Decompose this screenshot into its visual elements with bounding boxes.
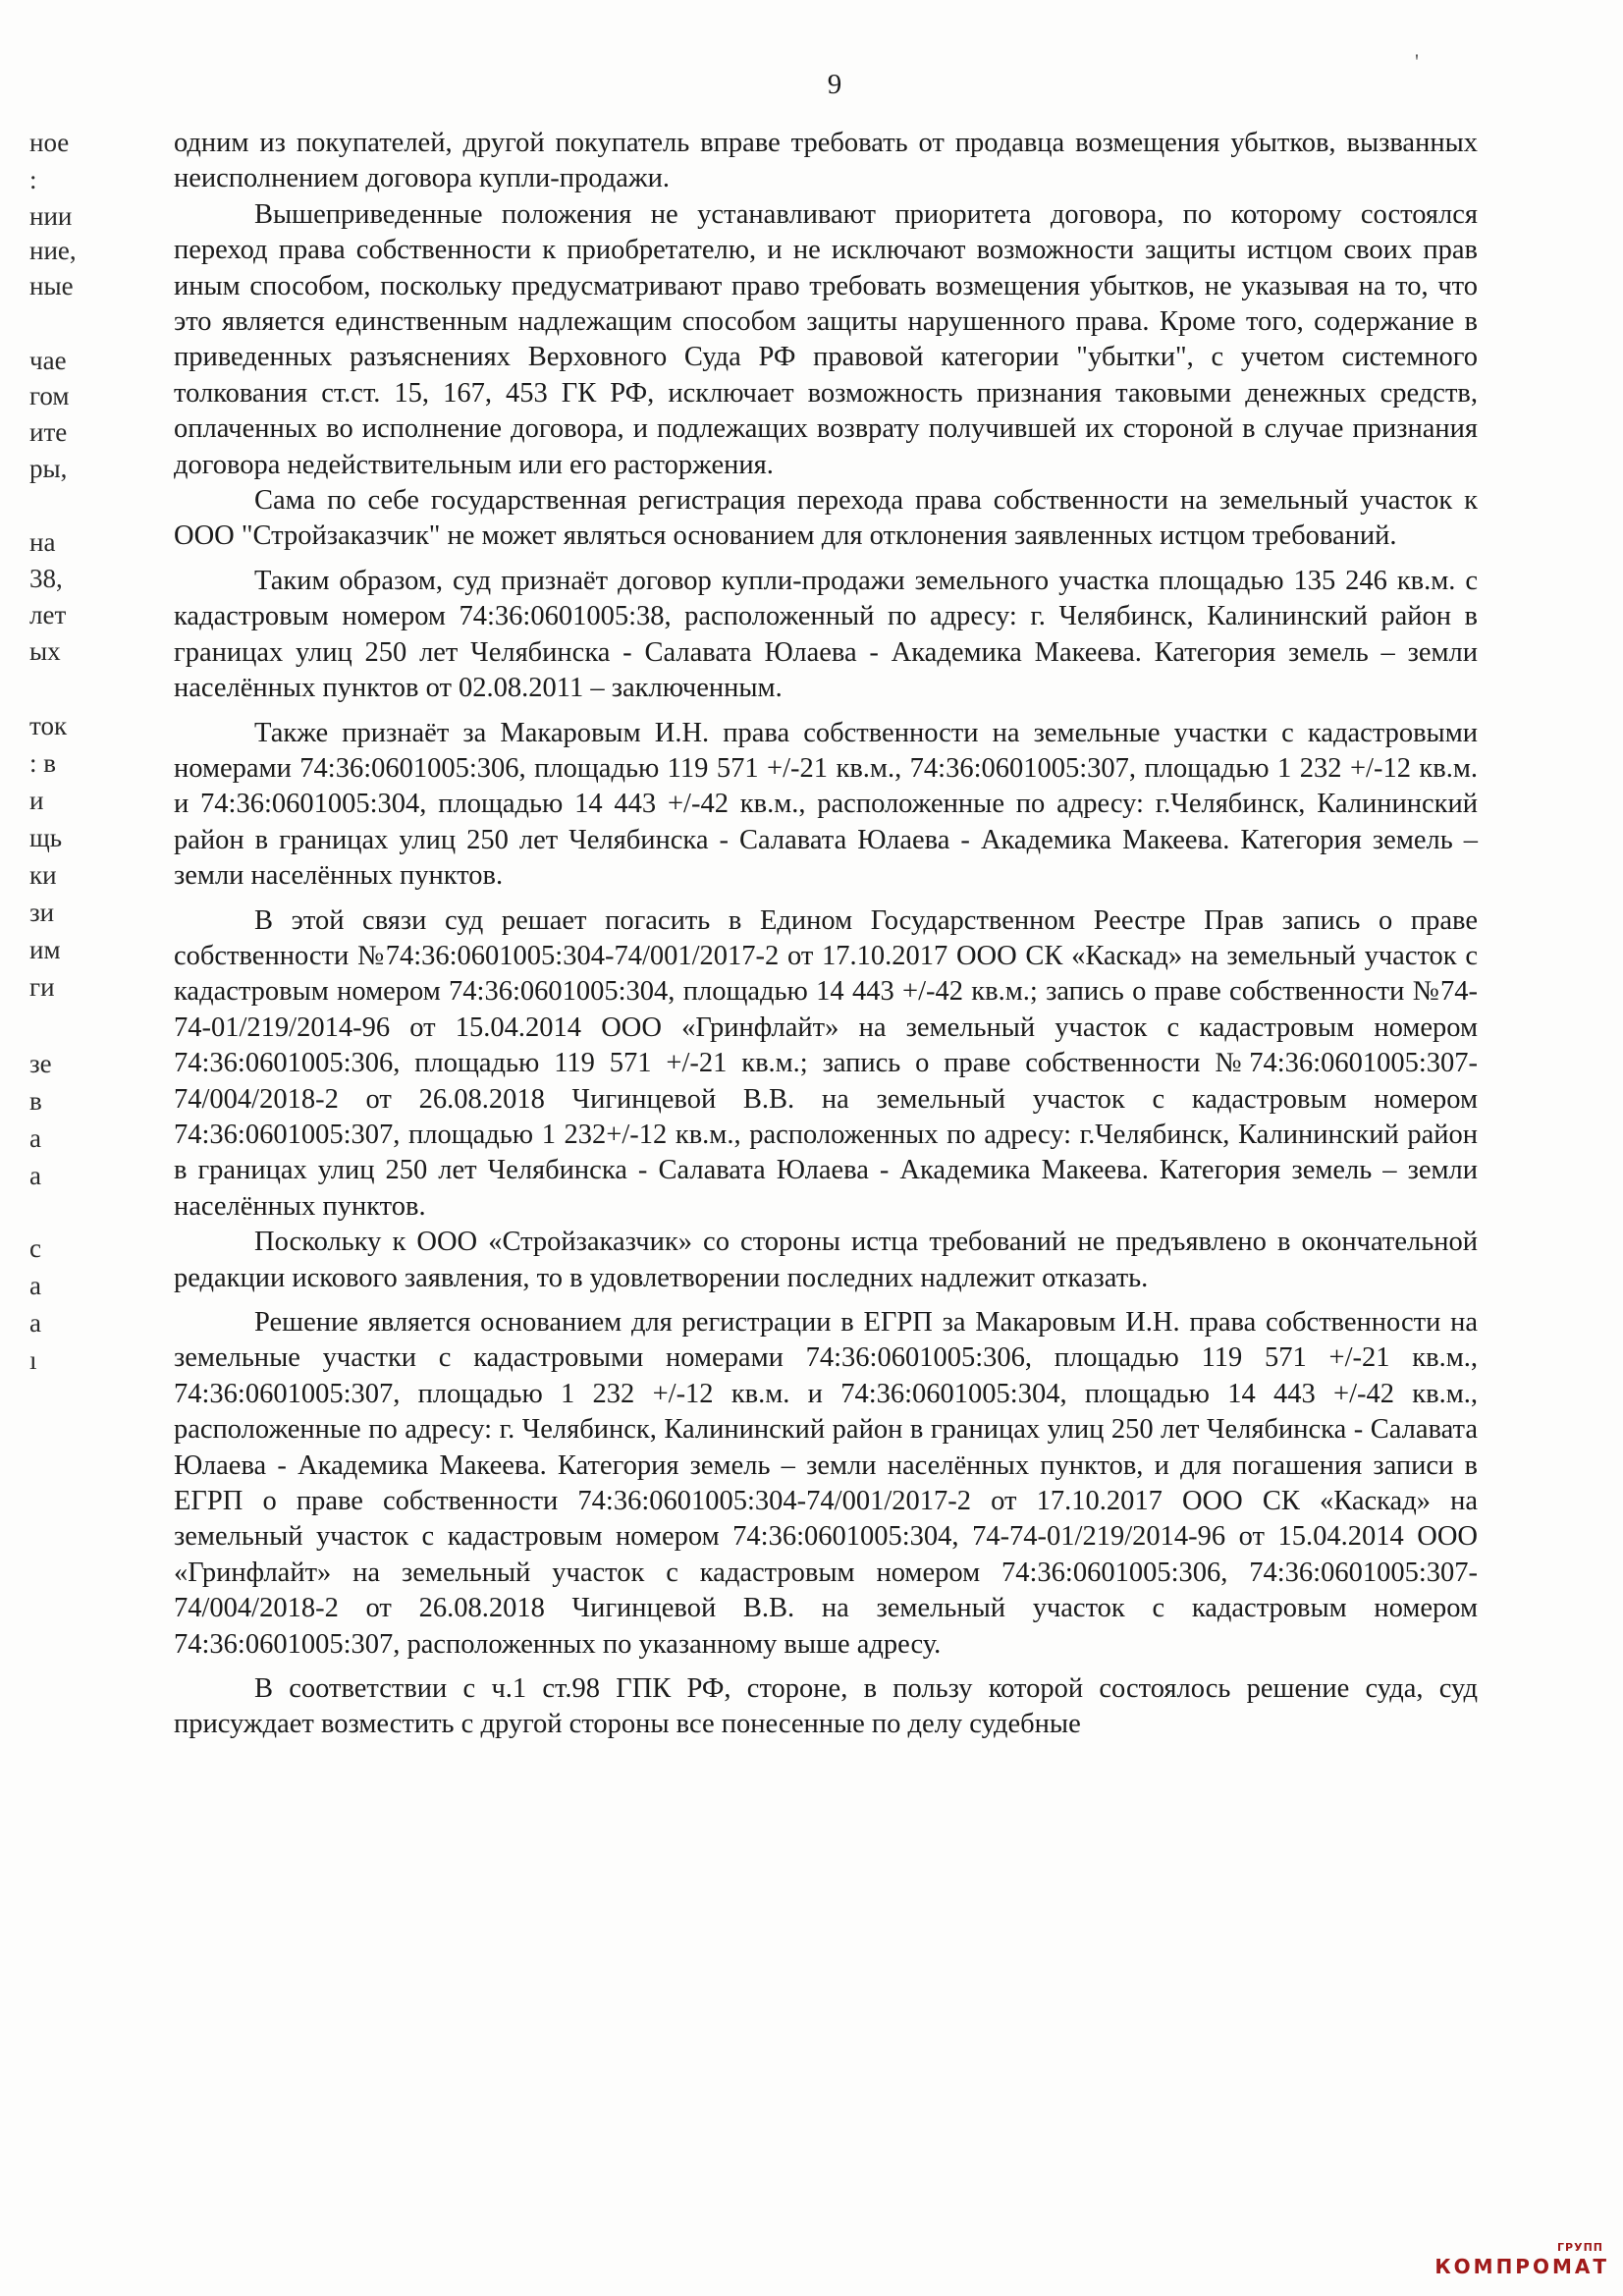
- margin-fragment: ное: [29, 128, 70, 157]
- paragraph-registry-cancellation: В этой связи суд решает погасить в Едином Государственном Реестре Прав запись о праве собственности №74:36:0601005:304-74/001/2017-2 от 17.10.2017 ООО СК «Каскад» на земельный участок с кадастровым номером 74:36:0601005:304, площадью 14 443 +/-42 кв.м.; запись о праве собственности №74-74-01/219/2014-96 от 15.04.2014 ООО «Гринфлайт» на земельный участок с кадастровым номером 74:36:0601005:306, площадью 119 571 +/-21 кв.м.; запись о праве собственности №74:36:0601005:307-74/004/2018-2 от 26.08.2018 Чигинцевой В.В. на земельный участок с кадастровым номером 74:36:0601005:307, площадью 1 232+/-12 кв.м., расположенных по адресу: г.Челябинск, Калининский район в границах улиц 250 лет Челябинска - Салавата Юлаева - Академика Макеева. Категория земель – земли населённых пунктов.: [174, 904, 1478, 1222]
- margin-fragment: а: [29, 1308, 41, 1338]
- margin-fragment: им: [29, 935, 61, 964]
- margin-fragment: ные: [29, 271, 74, 301]
- page-number: 9: [827, 69, 842, 100]
- margin-fragment: ги: [29, 972, 55, 1002]
- margin-fragment: зи: [29, 898, 55, 927]
- margin-fragment: а: [29, 1161, 41, 1190]
- margin-fragment: нии: [29, 201, 73, 231]
- margin-fragment: ры,: [29, 454, 68, 483]
- margin-fragment: ых: [29, 636, 61, 666]
- margin-fragment: в: [29, 1086, 42, 1116]
- watermark-main-text: КОМПРОМАТ: [1434, 2255, 1609, 2278]
- margin-fragment: лет: [29, 600, 67, 629]
- paragraph-court-costs: В соответствии с ч.1 ст.98 ГПК РФ, стороне, в пользу которой состоялось решение суда, суд присуждает возместить с другой стороны все понесенные по делу судебные: [174, 1673, 1478, 1740]
- margin-fragment: 38,: [29, 564, 63, 593]
- paragraph-ownership-recognized: Также признаёт за Макаровым И.Н. права собственности на земельные участки с кадастровыми номерами 74:36:0601005:306, площадью 119 571 +/-21 кв.м., 74:36:0601005:307, площадью 1 232 +/-12 кв.м. и 74:36:0601005:304, площадью 14 443 +/-42 кв.м., расположенные по адресу: г.Челябинск, Калининский район в границах улиц 250 лет Челябинска - Салавата Юлаева - Академика Макеева. Категория земель – земли населённых пунктов.: [174, 717, 1478, 892]
- margin-fragment: :: [29, 165, 37, 194]
- margin-fragment: ите: [29, 417, 68, 447]
- margin-fragment: ние,: [29, 236, 77, 265]
- margin-fragment: : в: [29, 748, 56, 778]
- margin-fragment: а: [29, 1123, 41, 1153]
- paragraph-no-priority: Вышеприведенные положения не устанавливают приоритета договора, по которому состоялся переход права собственности к приобретателю, и не исключают возможности защиты истцом своих прав иным способом, поскольку предусматривают право требовать возмещения убытков, не указывая на то, что это является единственным надлежащим способом защиты нарушенного права. Кроме того, содержание в приведенных разъяснениях Верховного Суда РФ правовой категории "убытки", с учетом системного толкования ст.ст. 15, 167, 453 ГК РФ, исключает возможность признания таковыми денежных средств, оплаченных во исполнение договора, и подлежащих возврату получившей их стороной в случае признания договора недействительным или его расторжения.: [174, 198, 1478, 480]
- previous-page-margin-fragments: [0, 0, 128, 2296]
- margin-fragment: с: [29, 1233, 41, 1263]
- document-body: [174, 126, 1478, 1743]
- watermark-logo: [1434, 2241, 1609, 2278]
- margin-fragment: зе: [29, 1049, 52, 1078]
- scan-mark: ': [1415, 49, 1419, 74]
- paragraph-claim-refused: Поскольку к ООО «Стройзаказчик» со стороны истца требований не предъявлено в окончательной редакции искового заявления, то в удовлетворении последних надлежит отказать.: [174, 1227, 1478, 1293]
- margin-fragment: гом: [29, 381, 70, 410]
- margin-fragment: щь: [29, 823, 63, 852]
- paragraph-registration-basis: Решение является основанием для регистрации в ЕГРП за Макаровым И.Н. права собственности на земельные участки с кадастровыми номерами 74:36:0601005:306, площадью 119 571 +/-21 кв.м., 74:36:0601005:307, площадью 1 232 +/-12 кв.м. и 74:36:0601005:304, площадью 14 443 +/-42 кв.м., расположенные по адресу: г. Челябинск, Калининский район в границах улиц 250 лет Челябинска - Салавата Юлаева - Академика Макеева. Категория земель – земли населённых пунктов, и для погашения записи в ЕГРП о праве собственности 74:36:0601005:304-74/001/2017-2 от 17.10.2017 ООО СК «Каскад» на земельный участок с кадастровым номером 74:36:0601005:304, 74-74-01/219/2014-96 от 15.04.2014 ООО «Гринфлайт» на земельный участок с кадастровым номером 74:36:0601005:306, 74:36:0601005:307-74/004/2018-2 от 26.08.2018 Чигинцевой В.В. на земельный участок с кадастровым номером 74:36:0601005:307, расположенных по указанному выше адресу.: [174, 1307, 1478, 1660]
- margin-fragment: и: [29, 786, 44, 815]
- margin-fragment: чае: [29, 346, 67, 375]
- paragraph-continuation: одним из покупателей, другой покупатель вправе требовать от продавца возмещения убытков, вызванных неисполнением договора купли-продажи.: [174, 128, 1478, 194]
- watermark-small-text: ГРУПП: [1557, 2241, 1603, 2254]
- margin-fragment: на: [29, 527, 56, 557]
- margin-fragment: ки: [29, 860, 57, 890]
- paragraph-state-registration: Сама по себе государственная регистрация перехода права собственности на земельный участок к ООО "Стройзаказчик" не может являться основанием для отклонения заявленных истцом требований.: [174, 485, 1478, 552]
- paragraph-contract-recognized: Таким образом, суд признаёт договор купли-продажи земельного участка площадью 135 246 кв.м. с кадастровым номером 74:36:0601005:38, расположенный по адресу: г. Челябинск, Калининский район в границах улиц 250 лет Челябинска - Салавата Юлаева - Академика Макеева. Категория земель – земли населённых пунктов от 02.08.2011 – заключенным.: [174, 565, 1478, 704]
- margin-fragment: а: [29, 1271, 41, 1300]
- margin-fragment: ı: [29, 1345, 37, 1375]
- margin-fragment: ток: [29, 711, 68, 740]
